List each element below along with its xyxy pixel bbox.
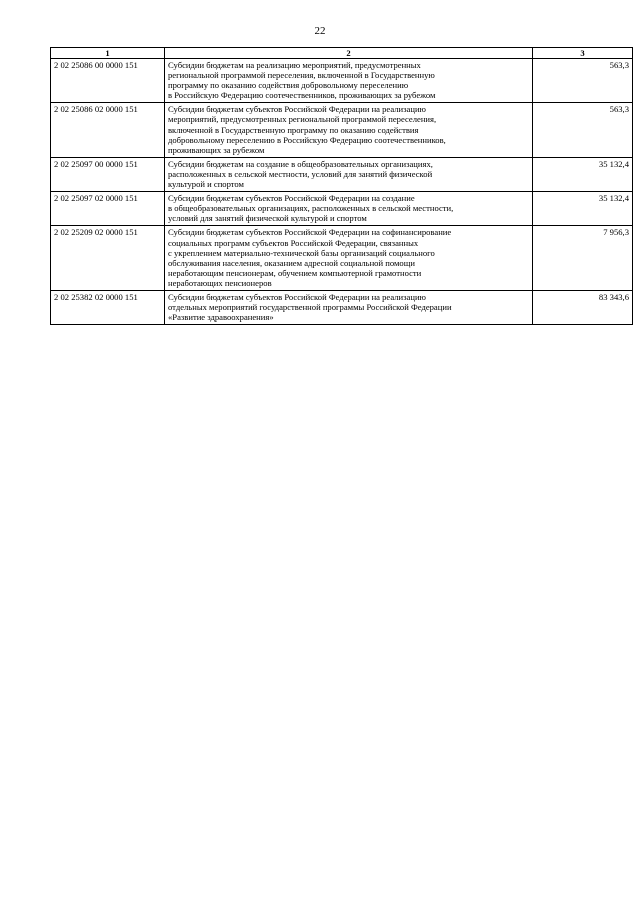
table-header-row [51,48,633,59]
description-line: программу по оказанию содействия добровольному переселению [168,80,409,91]
description-line: отдельных мероприятий государственной программы Российской Федерации [168,302,452,313]
description-line: расположенных в сельской местности, условий для занятий физической [168,168,433,179]
description-line: в Российскую Федерацию соотечественников, проживающих за рубежом [168,90,436,101]
description-line: проживающих за рубежом [168,144,265,155]
description-line: в общеобразовательных организациях, расположенных в сельской местности, [168,203,454,214]
description-cell [165,157,533,191]
budget-code-cell: 2 02 25086 02 0000 151 [51,103,165,157]
description-line: включенной в Государственную программу по оказанию содействия [168,124,419,135]
description-line: Субсидии бюджетам на реализацию мероприятий, предусмотренных [168,60,421,70]
column-header-name: 2 [165,48,533,59]
description-line: добровольному переселению в Российскую Федерацию соотечественников, [168,134,446,145]
amount-cell: 563,3 [533,103,633,157]
amount-cell: 563,3 [533,59,633,103]
description-line: социальных программ субъектов Российской Федерации, связанных [168,237,419,248]
table-row [51,157,633,191]
budget-code-cell: 2 02 25097 00 0000 151 [51,157,165,191]
description-line: неработающим пенсионерам, обучением компьютерной грамотности [168,267,422,278]
budget-code-cell: 2 02 25382 02 0000 151 [51,290,165,324]
description-line: обслуживания населения, оказанием адресной социальной помощи [168,257,415,268]
amount-cell: 7 956,3 [533,226,633,291]
table-row [51,192,633,226]
description-line: Субсидии бюджетам субъектов Российской Федерации на реализацию [168,104,426,115]
description-line: неработающих пенсионеров [168,277,272,288]
description-cell [165,59,533,103]
budget-code-cell: 2 02 25097 02 0000 151 [51,192,165,226]
description-line: Субсидии бюджетам на создание в общеобразовательных организациях, [168,158,433,169]
page-number: 22 [314,25,326,37]
table-body [51,59,633,325]
table-row [51,103,633,157]
description-line: региональной программой переселения, включенной в Государственную [168,70,435,81]
description-line: Субсидии бюджетам субъектов Российской Федерации на софинансирование [168,227,452,238]
column-header-amount: 3 [533,48,633,59]
description-line: Субсидии бюджетам субъектов Российской Федерации на реализацию [168,291,426,302]
table-row [51,226,633,291]
description-cell [165,192,533,226]
description-line: культурой и спортом [168,179,244,190]
description-cell [165,290,533,324]
description-cell [165,226,533,291]
budget-code-cell: 2 02 25209 02 0000 151 [51,226,165,291]
amount-cell: 83 343,6 [533,290,633,324]
budget-code-cell: 2 02 25086 00 0000 151 [51,59,165,103]
budget-revenue-table [50,47,633,325]
amount-cell: 35 132,4 [533,157,633,191]
description-cell [165,103,533,157]
description-line: мероприятий, предусмотренных региональной программой переселения, [168,114,437,125]
table-row [51,59,633,103]
description-line: Субсидии бюджетам субъектов Российской Федерации на создание [168,193,415,204]
description-line: с укреплением материально-технической базы организаций социального [168,247,435,258]
description-line: «Развитие здравоохранения» [168,312,274,323]
column-header-code: 1 [51,48,165,59]
description-line: условий для занятий физической культурой и спортом [168,213,367,224]
amount-cell: 35 132,4 [533,192,633,226]
table-row [51,290,633,324]
